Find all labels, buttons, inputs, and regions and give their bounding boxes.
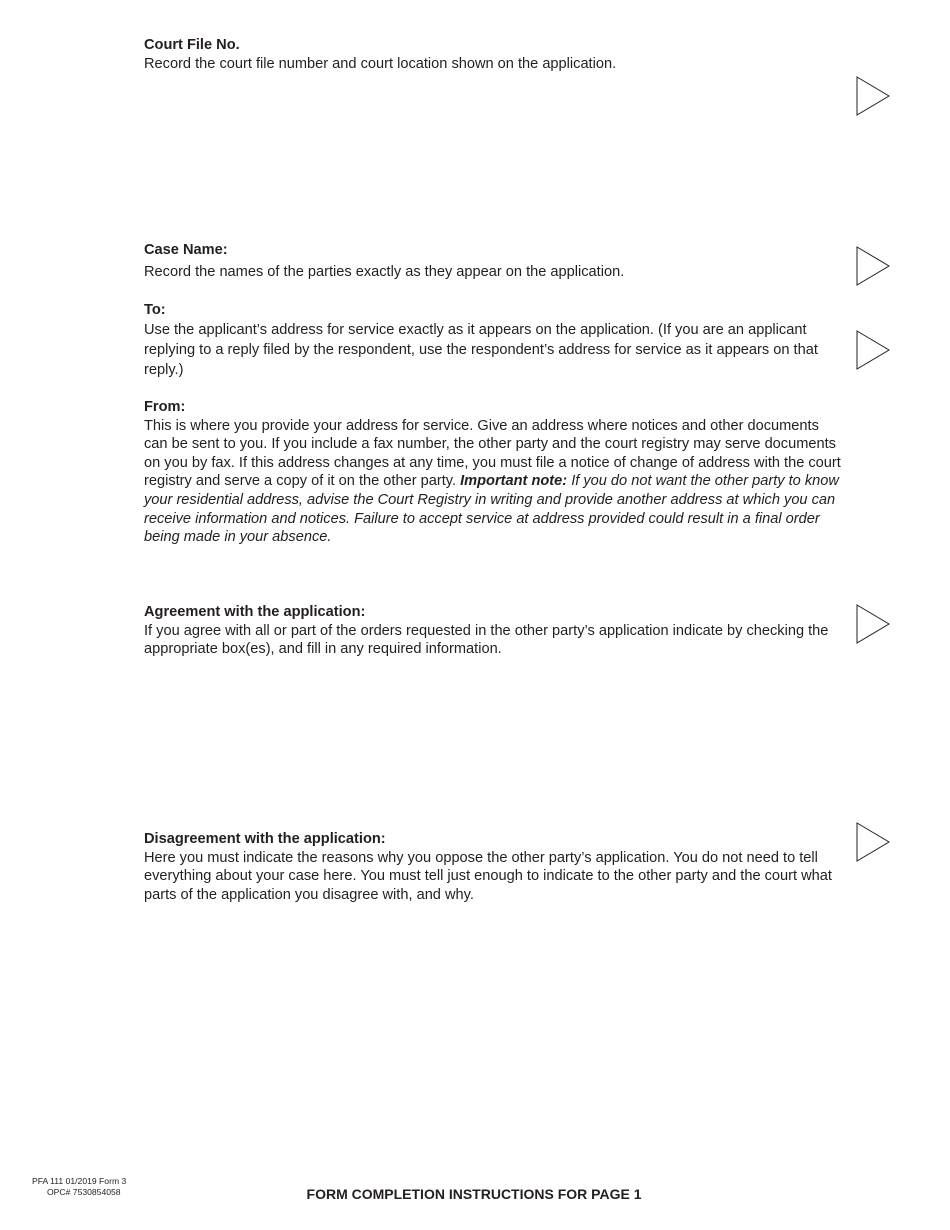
pointer-arrow-icon	[856, 330, 890, 370]
from-body-text: This is where you provide your address for service. Give an address where notices and other documents can be sent to you. If you include a fax number, the other party and the court registry may serve documents on you by fax. If this address changes at any time, you must file a notice of change of address with the court registry and serve a copy of it on the other party.	[144, 417, 841, 490]
from-heading: From:	[144, 399, 186, 415]
case-name-heading: Case Name:	[144, 242, 228, 258]
form-code: PFA 111 01/2019 Form 3	[32, 1176, 127, 1186]
court-file-instructions: Record the court file number and court location shown on the application.	[144, 55, 617, 72]
to-instructions: Use the applicant’s address for service exactly as it appears on the application. (If you are an applicant replying to a reply filed by the respondent, use the respondent’s address for service as it appears on that reply.)	[144, 321, 818, 378]
section-to	[144, 301, 844, 380]
pointer-arrow-icon	[856, 604, 890, 644]
section-case-name	[144, 241, 844, 281]
opc-number: OPC# 7530854058	[47, 1187, 121, 1197]
to-heading: To:	[144, 302, 166, 318]
section-agreement	[144, 603, 844, 659]
page-footer-title: FORM COMPLETION INSTRUCTIONS FOR PAGE 1	[306, 1186, 642, 1202]
pointer-arrow-icon	[856, 76, 890, 116]
important-note-label: Important note:	[460, 473, 568, 490]
important-note-text: If you do not want the other party to know your residential address, advise the Court Registry in writing and provide another address at which you can receive information and notices. Failure to accept service at address provided could result in a final order being made in your absence.	[144, 473, 839, 546]
case-name-instructions: Record the names of the parties exactly as they appear on the application.	[144, 263, 625, 280]
section-from	[144, 398, 844, 547]
agreement-heading: Agreement with the application:	[144, 604, 366, 620]
agreement-instructions: If you agree with all or part of the orders requested in the other party’s application indicate by checking the appropriate box(es), and fill in any required information.	[144, 622, 829, 658]
disagreement-instructions: Here you must indicate the reasons why you oppose the other party’s application. You do not need to tell everything about your case here. You must tell just enough to indicate to the other party and the court what parts of the application you disagree with, and why.	[144, 849, 832, 903]
disagreement-heading: Disagreement with the application:	[144, 831, 386, 847]
court-file-heading: Court File No.	[144, 37, 240, 53]
from-instructions	[144, 417, 844, 547]
pointer-arrow-icon	[856, 822, 890, 862]
section-disagreement	[144, 830, 844, 904]
pointer-arrow-icon	[856, 246, 890, 286]
section-court-file	[144, 36, 844, 73]
